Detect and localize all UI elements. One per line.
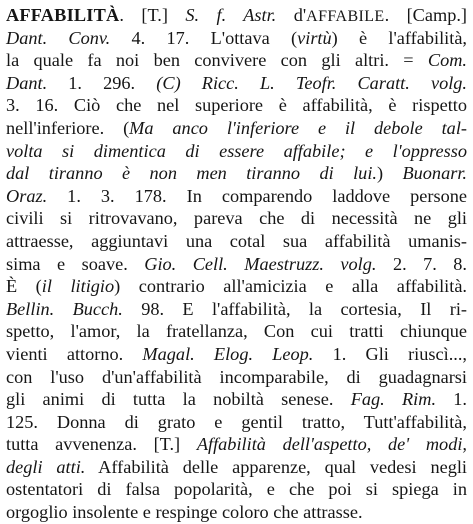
text-segment: nell'inferiore. ( [6,117,130,138]
entry-line [6,433,467,456]
entry-line [6,411,467,434]
text-segment: la quale fa noi ben convivere con gli altri. = [6,50,428,71]
text-segment: ) [376,163,403,184]
entry-line [6,320,467,343]
italic-segment: Bellin. Bucch. [6,298,142,319]
text-segment: . [T.] [119,5,186,25]
italic-segment: (C) Ricc. L. Teofr. Caratt. volg. [156,72,467,93]
text-segment: 1. 296. [68,72,157,93]
entry-line [6,366,467,389]
text-segment: gli animi di tutta la nobiltà senese. [6,389,351,410]
italic-segment: volta si dimentica di essere affabile; e l'oppresso [6,140,467,161]
italic-segment: Dant. [6,72,69,93]
entry-line [6,49,467,72]
italic-segment: Ma anco l'inferiore e il debole tal- [129,117,467,138]
text-segment: con l'uso d'un'affabilità incomparabile, di guadagnarsi [6,366,467,387]
italic-segment: dal tiranno è non men tiranno di lui. [6,163,377,184]
text-segment: 4. 17. L'ottava ( [131,27,298,48]
headword: AFFABILITÀ [6,5,120,25]
italic-segment: virtù [297,27,332,48]
entry-line [6,478,467,501]
italic-segment: Com. [427,50,467,71]
entry-line [6,343,467,366]
italic-segment: degli atti. [6,456,86,477]
entry-line [6,27,467,50]
cross-reference: AFFABILE [306,8,385,25]
text-segment: civili si ritrovavano, pareva che di necessità ne gli [6,208,467,229]
text-segment: Affabilità delle apparenze, qual vedesi negli [85,456,467,477]
italic-segment: Dant. Conv. [6,27,132,48]
italic-segment: S. f. Astr. [185,5,294,25]
entry-line [6,298,467,321]
entry-line [6,230,467,253]
text-segment: tutta avvenenza. [T.] [6,434,197,455]
italic-segment: Magal. Elog. Leop. [142,343,333,364]
entry-line [6,117,467,140]
italic-segment: Gio. Cell. Maestruzz. volg. [144,253,393,274]
italic-segment: il litigio [41,276,115,297]
entry-line [6,501,467,524]
text-segment: spetto, l'amor, la fratellanza, Con cui tratti chiunque [6,321,467,342]
text-segment: d' [293,5,307,25]
text-segment: 98. E l'affabilità, la cortesia, Il ri- [141,298,467,319]
text-segment: 1. [453,389,467,410]
text-segment: sima e soave. [6,253,145,274]
text-segment: attraesse, aggiuntavi una cotal sua affabilità umanis- [6,230,467,251]
entry-line [6,72,467,95]
text-segment: ostentatori di falsa popolarità, e che poi si spiega in [6,479,467,500]
entry-line [6,275,467,298]
entry-line [6,162,467,185]
text-segment: 125. Donna di grato e gentil tratto, Tutt'affabilità, [6,411,467,432]
text-segment: orgoglio insolente e respinge coloro che attrasse. [6,502,363,523]
text-segment: È ( [6,276,42,297]
entry-headline [6,4,467,27]
italic-segment: Affabilità dell'aspetto, de' modi, [196,434,467,455]
text-segment: ) contrario all'amicizia e alla affabilità. [114,276,468,297]
entry-line [6,94,467,117]
italic-segment: Oraz. [6,185,68,206]
entry-line [6,253,467,276]
text-segment: . [Camp.] [384,5,467,25]
text-segment: 1. 3. 178. In comparendo laddove persone [67,185,468,206]
entry-line [6,185,467,208]
entry-line [6,207,467,230]
text-segment: 1. Gli riuscì..., [332,343,467,364]
entry-line [6,140,467,163]
text-segment: 2. 7. 8. [392,253,468,274]
italic-segment: Fag. Rim. [350,389,454,410]
entry-line [6,456,467,479]
entry-body [6,4,467,524]
text-segment: ) è l'affabilità, [331,27,468,48]
text-segment: vienti attorno. [6,343,143,364]
italic-segment: Buonarr. [402,163,467,184]
text-segment: 3. 16. Ciò che nel superiore è affabilità, è rispetto [6,95,467,116]
entry-line [6,388,467,411]
